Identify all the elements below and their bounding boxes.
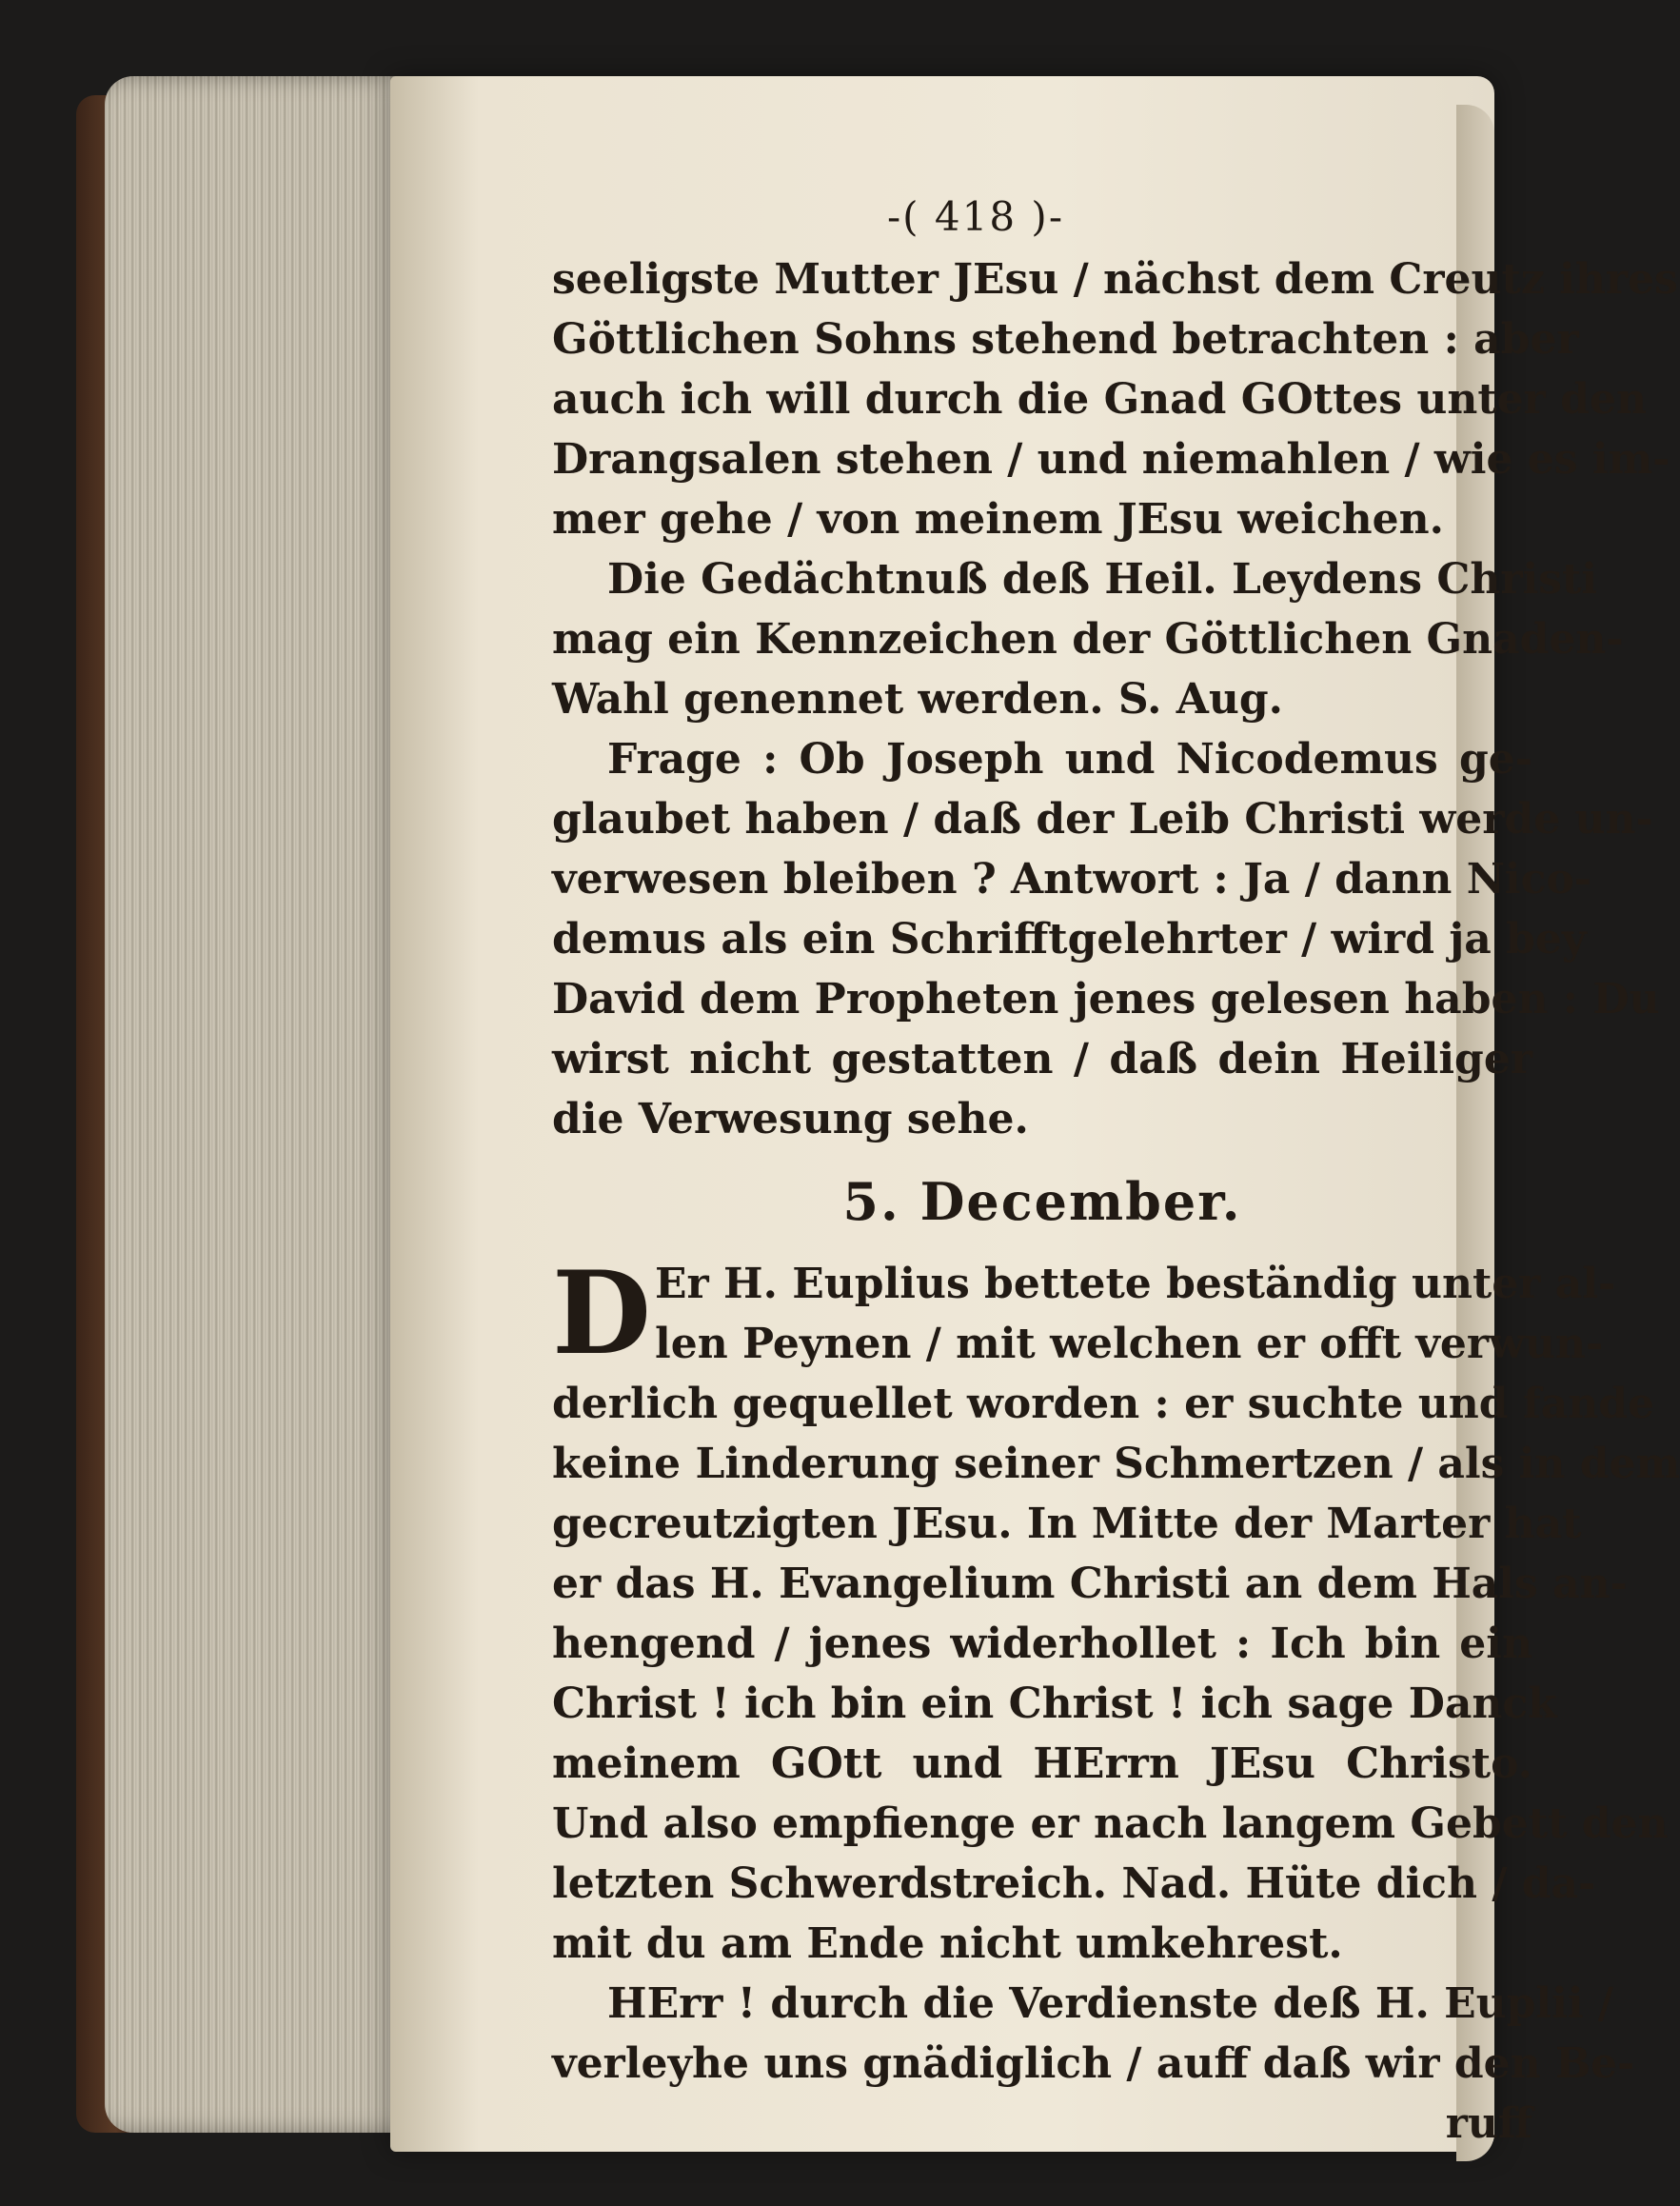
text-line: er das H. Evangelium Christi an dem Hals an- [552,1560,1628,1608]
paragraph-5 [552,1974,1635,2094]
text-line: die Verwesung sehe. [552,1095,1029,1143]
text-line: verwesen bleiben ? Antwort : Ja / dann Nico- [552,855,1592,904]
text-line: glaubet haben / daß der Leib Christi werde un- [552,795,1653,844]
text-line: David dem Propheten jenes gelesen haben : Du [552,975,1660,1024]
text-line: demus als ein Schrifftgelehrter / wird ja bey [552,915,1587,964]
text-line: verleyhe uns gnädiglich / auff daß wir den Be- [552,2039,1635,2088]
text-line: letzten Schwerdstreich. Nad. Hüte dich / da- [552,1859,1596,1908]
text-line: hengend / jenes widerhollet : Ich bin ein [552,1620,1532,1668]
text-line: mag ein Kennzeichen der Göttlichen Gnaden- [552,615,1624,664]
paragraph-3 [552,729,1660,1149]
text-line: derlich gequellet worden : er suchte und fande [552,1380,1655,1428]
text-line: mit du am Ende nicht umkehrest. [552,1919,1343,1968]
book [76,57,1680,2180]
text-line: wirst nicht gestatten / daß dein Heiliger [552,1035,1532,1083]
text-line: auch ich will durch die Gnad GOttes unter den [552,375,1647,424]
text-line: Die Gedächtnuß deß Heil. Leydens Christi [607,555,1598,604]
text-line: Er H. Euplius bettete beständig unter al- [655,1260,1616,1308]
book-page [390,76,1680,2152]
paragraph-4 [552,1246,1680,1974]
text-line: Drangsalen stehen / und niemahlen / wie es im- [552,435,1670,484]
paragraph-2 [552,549,1624,729]
page-number: -( 418 )- [886,193,1065,240]
text-line: Göttlichen Sohns stehend betrachten : aber [552,315,1579,364]
text-line: Christ ! ich bin ein Christ ! ich sage Danck [552,1679,1557,1728]
catchword: ruff [1445,2099,1532,2148]
text-block [552,190,1680,2148]
text-line: gecreutzigten JEsu. In Mitte der Marter hat [552,1500,1582,1548]
text-line: seeligste Mutter JEsu / nächst dem Creutz ihres [552,255,1678,304]
text-line: Und also empfienge er nach langem Gebett den [552,1799,1669,1848]
text-line: Wahl genennet werden. S. Aug. [552,675,1283,724]
text-line: HErr ! durch die Verdienste deß H. Euplii / [607,1979,1613,2028]
paragraph-1 [552,249,1678,549]
text-line: len Peynen / mit welchen er offt verwun- [655,1320,1604,1368]
drop-cap: D [552,1246,652,1381]
text-line: Frage : Ob Joseph und Nicodemus ge- [607,735,1532,784]
date-heading: 5. December. [842,1171,1242,1232]
text-line: keine Linderung seiner Schmertzen / als in dem [552,1440,1680,1488]
text-line: meinem GOtt und HErrn JEsu Christo. [552,1739,1532,1788]
text-line: mer gehe / von meinem JEsu weichen. [552,495,1444,544]
